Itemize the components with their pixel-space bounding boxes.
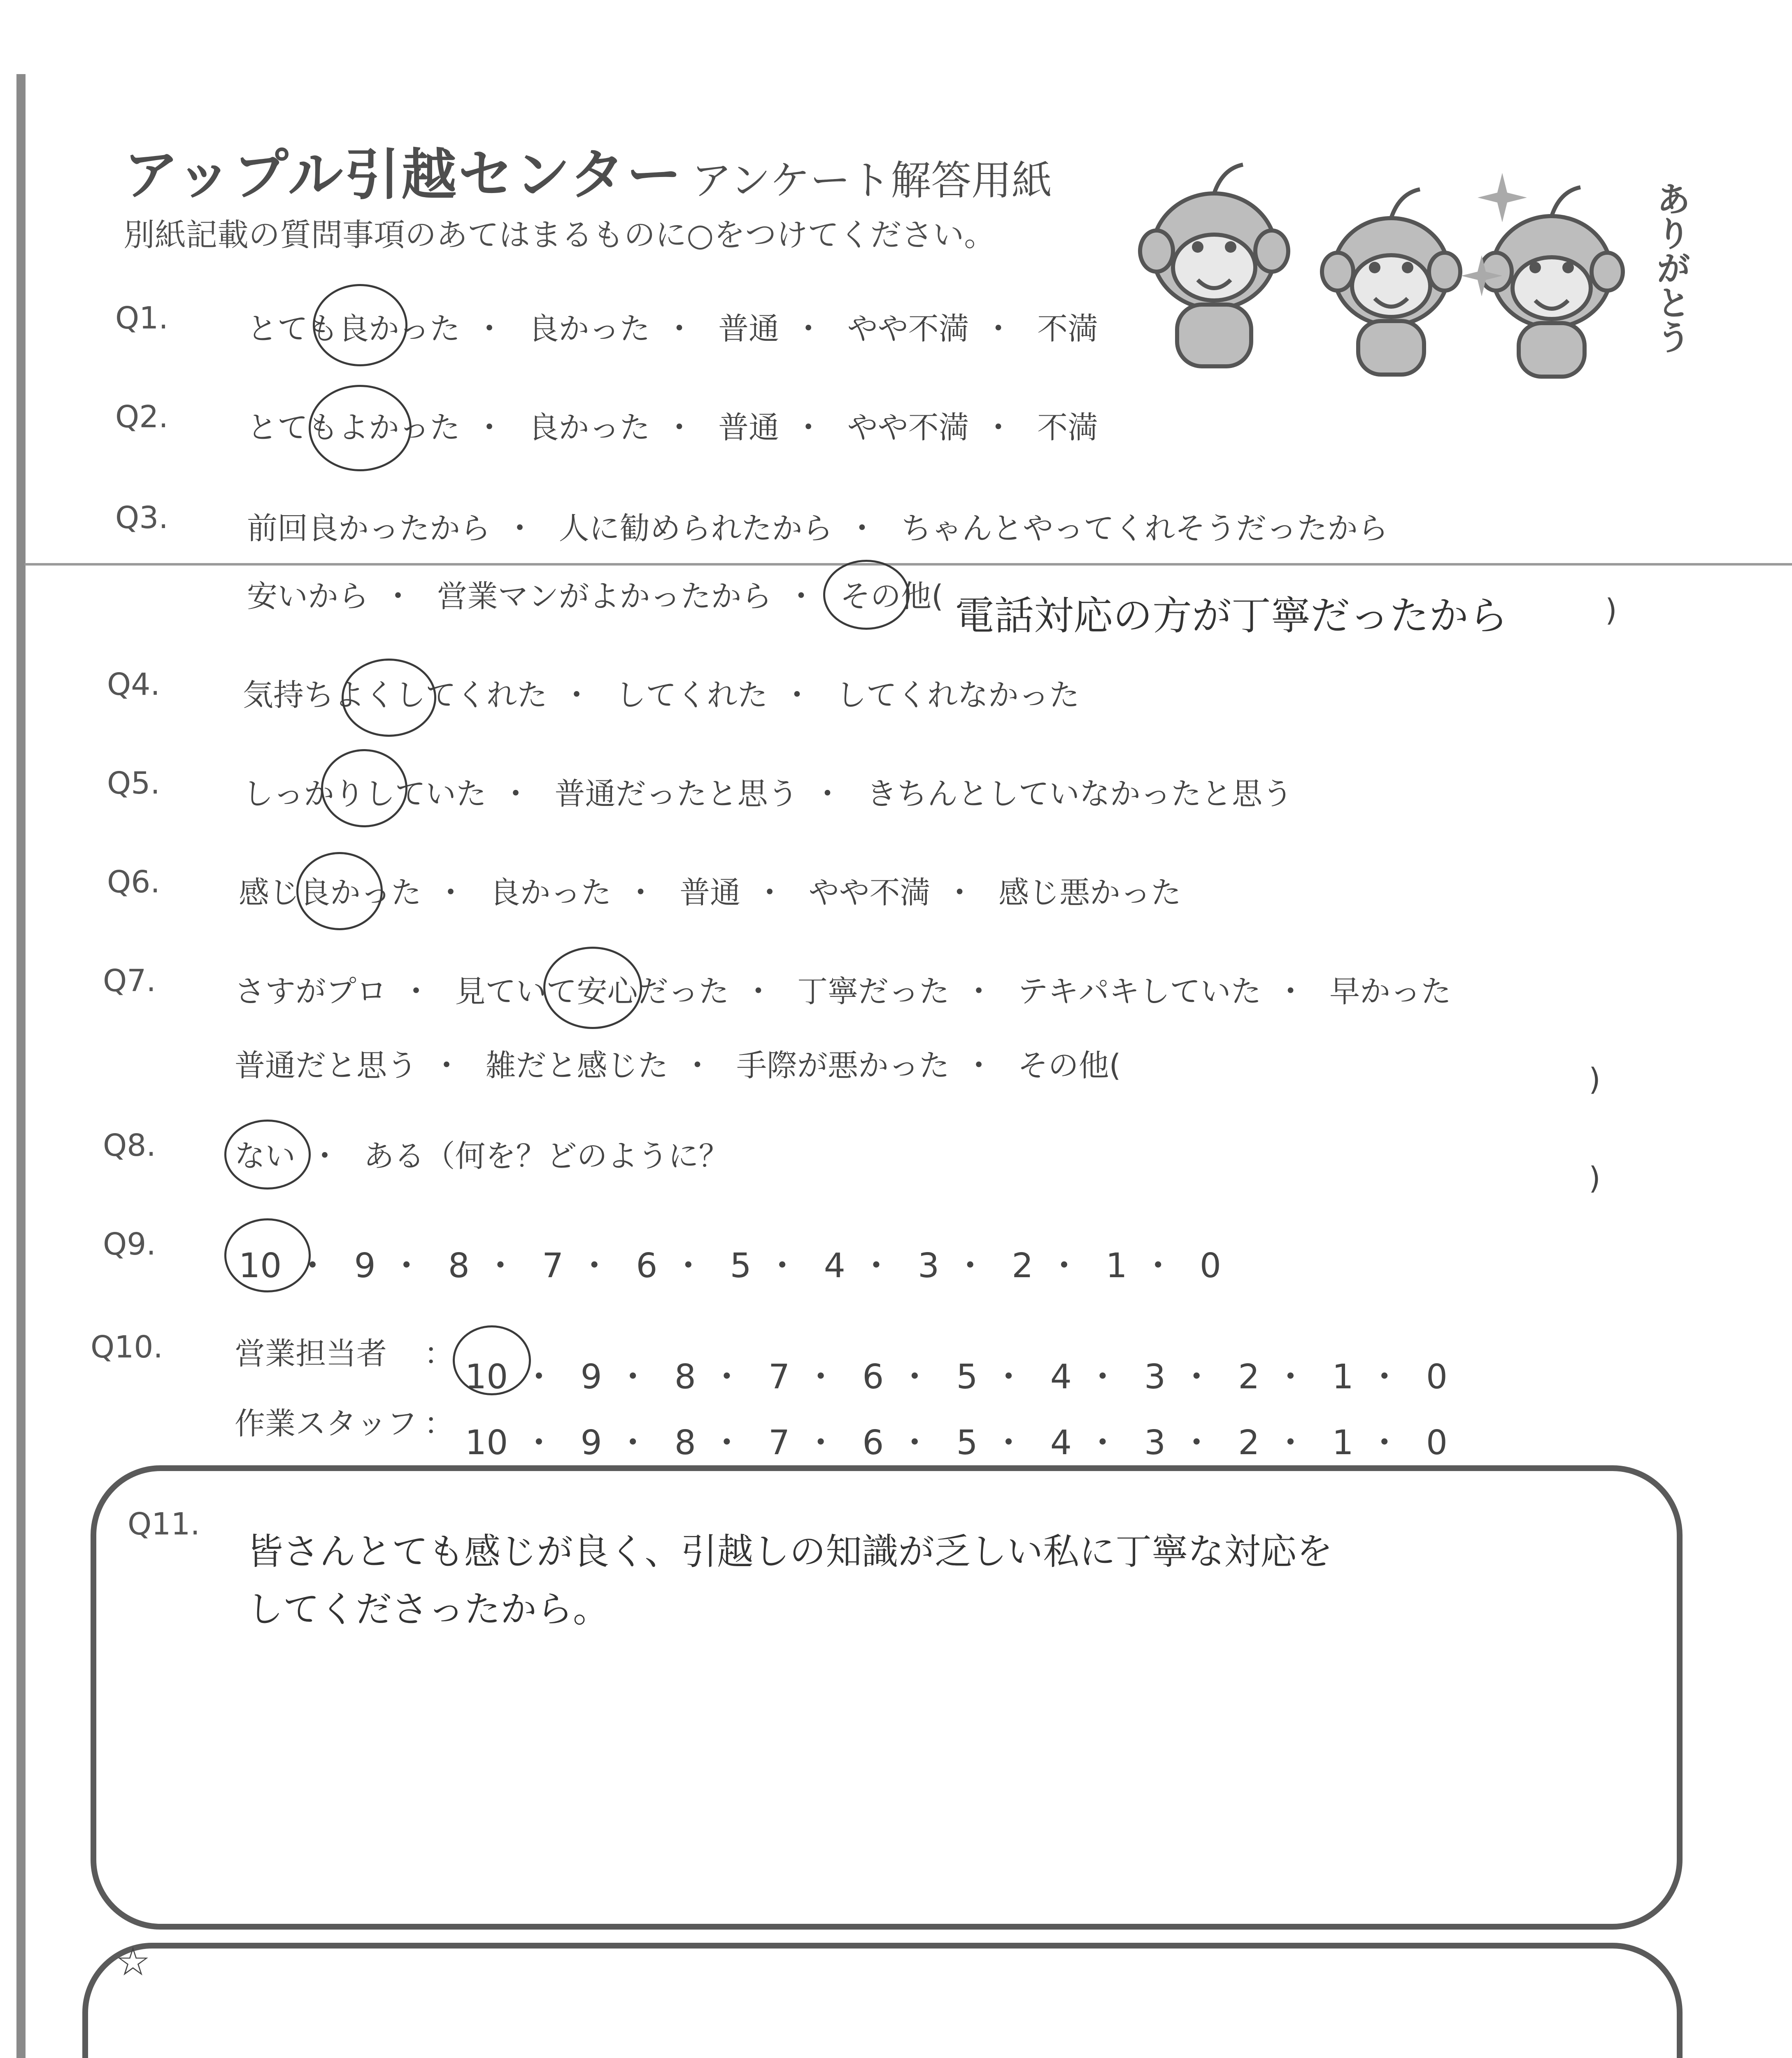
- q1-option[interactable]: 不満: [1037, 311, 1098, 347]
- q2-option[interactable]: 普通: [718, 410, 780, 445]
- q4-option[interactable]: してくれた: [615, 677, 768, 713]
- q1-label: Q1.: [115, 300, 168, 336]
- q10-staff-score[interactable]: 8: [674, 1423, 696, 1462]
- q6-option[interactable]: 感じ悪かった: [998, 875, 1182, 910]
- q6-options: 感じ良かった ・ 良かった ・ 普通 ・ やや不満 ・ 感じ悪かった: [239, 875, 1182, 910]
- q5-options: しっかりしていた ・ 普通だったと思う ・ きちんとしていなかったと思う: [243, 776, 1293, 812]
- q1-option[interactable]: とても良かった: [247, 311, 460, 347]
- q9-label: Q9.: [103, 1227, 156, 1262]
- q3-options-row1: 前回良かったから ・ 人に勧められたから ・ ちゃんとやってくれそうだったから: [247, 511, 1389, 546]
- q5-selection-circle: [321, 749, 407, 827]
- q10-sales-score[interactable]: 4: [1050, 1357, 1072, 1397]
- q2-option[interactable]: やや不満: [847, 410, 969, 445]
- company-title: アップル引越センター: [123, 143, 683, 207]
- thanks-text: ありがとう: [1651, 181, 1691, 354]
- q3-option-other[interactable]: その他: [840, 579, 932, 614]
- q9-selection-circle: [224, 1218, 311, 1292]
- q6-option[interactable]: 良かった: [489, 875, 612, 910]
- q7-option[interactable]: 丁寧だった: [797, 974, 950, 1009]
- q1-option[interactable]: 普通: [718, 311, 780, 347]
- q9-score[interactable]: 10: [239, 1246, 282, 1285]
- q8-option-none[interactable]: ない: [235, 1138, 296, 1174]
- q10-sales-score[interactable]: 1: [1332, 1357, 1354, 1397]
- sparkle-icon: [1461, 255, 1502, 296]
- q10-sales-score[interactable]: 5: [956, 1357, 978, 1397]
- q9-score[interactable]: 8: [448, 1246, 470, 1285]
- q3-options-row2: 安いから ・ 営業マンがよかったから ・ その他(: [247, 579, 943, 614]
- q3-option[interactable]: ちゃんとやってくれそうだったから: [901, 511, 1389, 546]
- q10-staff-colon: ：: [424, 1406, 454, 1441]
- q7-option[interactable]: さすがプロ: [235, 974, 387, 1009]
- q10-sales-score[interactable]: 9: [580, 1357, 602, 1397]
- q1-option[interactable]: 良かった: [528, 311, 650, 347]
- q10-sales-score[interactable]: 10: [465, 1357, 508, 1397]
- q7-option[interactable]: 早かった: [1329, 974, 1452, 1009]
- q3-other-open: (: [931, 579, 943, 614]
- q9-score[interactable]: 1: [1105, 1246, 1127, 1285]
- q7-option[interactable]: 見ていて安心だった: [455, 974, 729, 1009]
- q3-option[interactable]: 営業マンがよかったから: [437, 579, 772, 614]
- q1-options: とても良かった ・ 良かった ・ 普通 ・ やや不満 ・ 不満: [247, 311, 1098, 347]
- q3-option[interactable]: 人に勧められたから: [559, 511, 833, 546]
- q10-staff-score[interactable]: 10: [465, 1423, 508, 1462]
- q8-option-some[interactable]: ある（何を？どのように？: [363, 1138, 729, 1174]
- q10-staff-score[interactable]: 1: [1332, 1423, 1354, 1462]
- q11-answer-line2[interactable]: してくださったから。: [247, 1588, 610, 1630]
- q5-option[interactable]: きちんとしていなかったと思う: [866, 776, 1293, 812]
- monkey-mascot-icon: [1128, 148, 1704, 379]
- q9-score[interactable]: 6: [636, 1246, 658, 1285]
- q10-staff-label: 作業スタッフ: [235, 1406, 417, 1441]
- q10-staff-score[interactable]: 4: [1050, 1423, 1072, 1462]
- q4-label: Q4.: [107, 667, 160, 702]
- q1-selection-circle: [313, 284, 407, 366]
- q6-option[interactable]: やや不満: [808, 875, 931, 910]
- q9-score[interactable]: 2: [1012, 1246, 1033, 1285]
- q7-option[interactable]: 手際が悪かった: [736, 1048, 950, 1083]
- q10-staff-score[interactable]: 3: [1144, 1423, 1166, 1462]
- q10-sales-score[interactable]: 7: [768, 1357, 790, 1397]
- q10-staff-score[interactable]: 7: [768, 1423, 790, 1462]
- q3-other-close: ): [1605, 593, 1617, 628]
- q2-options: とてもよかった ・ 良かった ・ 普通 ・ やや不満 ・ 不満: [247, 410, 1098, 445]
- q9-score[interactable]: 3: [918, 1246, 940, 1285]
- q7-selection-circle: [543, 947, 642, 1029]
- q7-options-row2: 普通だと思う ・ 雑だと感じた ・ 手際が悪かった ・ その他(: [235, 1048, 1121, 1083]
- q9-score[interactable]: 9: [354, 1246, 376, 1285]
- q10-staff-score[interactable]: 5: [956, 1423, 978, 1462]
- q9-scale: 10 ・ 9 ・ 8 ・ 7 ・ 6 ・ 5 ・ 4 ・ 3 ・ 2 ・ 1 ・ 0: [239, 1246, 1221, 1285]
- q1-option[interactable]: やや不満: [847, 311, 969, 347]
- q4-option[interactable]: 気持ちよくしてくれた: [243, 677, 547, 713]
- q5-option[interactable]: しっかりしていた: [243, 776, 486, 812]
- q7-option-other[interactable]: その他(: [1017, 1048, 1121, 1083]
- q10-staff-score[interactable]: 0: [1426, 1423, 1448, 1462]
- form-instruction: 別紙記載の質問事項のあてはまるものに○をつけてください。: [123, 217, 996, 253]
- q2-option[interactable]: とてもよかった: [247, 410, 460, 445]
- q4-selection-circle: [342, 659, 436, 737]
- q4-option[interactable]: してくれなかった: [836, 677, 1080, 713]
- q3-label: Q3.: [115, 500, 168, 535]
- q8-selection-circle: [224, 1120, 311, 1190]
- q7-label: Q7.: [103, 963, 156, 999]
- q9-score[interactable]: 0: [1199, 1246, 1221, 1285]
- q10-sales-score[interactable]: 8: [674, 1357, 696, 1397]
- q7-other-close: ): [1589, 1062, 1601, 1097]
- q10-staff-scale: 10 ・ 9 ・ 8 ・ 7 ・ 6 ・ 5 ・ 4 ・ 3 ・ 2 ・ 1 ・ 0: [465, 1423, 1448, 1462]
- q6-label: Q6.: [107, 864, 160, 900]
- q7-option[interactable]: 雑だと感じた: [485, 1048, 668, 1083]
- q3-option[interactable]: 前回良かったから: [247, 511, 491, 546]
- q10-sales-label: 営業担当者: [235, 1336, 387, 1371]
- q9-score[interactable]: 7: [542, 1246, 564, 1285]
- q2-label: Q2.: [115, 399, 168, 435]
- q4-options: 気持ちよくしてくれた ・ してくれた ・ してくれなかった: [243, 677, 1080, 713]
- q7-options-row1: さすがプロ ・ 見ていて安心だった ・ 丁寧だった ・ テキパキしていた ・ 早かった: [235, 974, 1452, 1009]
- q5-label: Q5.: [107, 766, 160, 801]
- q7-option[interactable]: テキパキしていた: [1017, 974, 1261, 1009]
- q10-sales-score[interactable]: 2: [1238, 1357, 1260, 1397]
- q10-sales-score[interactable]: 6: [862, 1357, 884, 1397]
- q10-staff-score[interactable]: 2: [1238, 1423, 1260, 1462]
- q3-other-answer[interactable]: 電話対応の方が丁寧だったから: [955, 593, 1508, 639]
- q10-sales-score[interactable]: 0: [1426, 1357, 1448, 1397]
- star-icon: ☆: [115, 1939, 151, 1985]
- q8-label: Q8.: [103, 1128, 156, 1163]
- q6-option[interactable]: 感じ良かった: [239, 875, 421, 910]
- q3-option[interactable]: 安いから: [247, 579, 369, 614]
- q9-score[interactable]: 5: [730, 1246, 752, 1285]
- q11-answer-line1[interactable]: 皆さんとても感じが良く、引越しの知識が乏しい私に丁寧な対応を: [247, 1530, 1333, 1573]
- q3-selection-circle: [823, 560, 910, 630]
- q10-staff-score[interactable]: 9: [580, 1423, 602, 1462]
- scan-line: [25, 563, 1792, 566]
- q11-label: Q11.: [128, 1506, 200, 1542]
- q6-option[interactable]: 普通: [680, 875, 741, 910]
- q2-selection-circle: [309, 385, 412, 471]
- scan-page-edge: [16, 74, 26, 2058]
- q10-label: Q10.: [91, 1329, 163, 1365]
- q10-sales-selection-circle: [453, 1325, 531, 1395]
- q9-score[interactable]: 4: [824, 1246, 845, 1285]
- q7-option[interactable]: 普通だと思う: [235, 1048, 417, 1083]
- q8-close: ): [1589, 1161, 1601, 1196]
- q10-staff-score[interactable]: 6: [862, 1423, 884, 1462]
- comment-box[interactable]: [82, 1943, 1683, 2058]
- q6-selection-circle: [296, 852, 383, 930]
- q10-sales-colon: ：: [424, 1336, 454, 1371]
- q8-options: ない ・ ある（何を？どのように？: [235, 1138, 729, 1174]
- q5-option[interactable]: 普通だったと思う: [554, 776, 798, 812]
- q10-sales-scale: 10 ・ 9 ・ 8 ・ 7 ・ 6 ・ 5 ・ 4 ・ 3 ・ 2 ・ 1 ・ 0: [465, 1357, 1448, 1397]
- form-subtitle: アンケート解答用紙: [691, 157, 1052, 204]
- q2-option[interactable]: 不満: [1037, 410, 1098, 445]
- q2-option[interactable]: 良かった: [528, 410, 650, 445]
- sparkle-icon: [1478, 173, 1527, 222]
- q10-sales-score[interactable]: 3: [1144, 1357, 1166, 1397]
